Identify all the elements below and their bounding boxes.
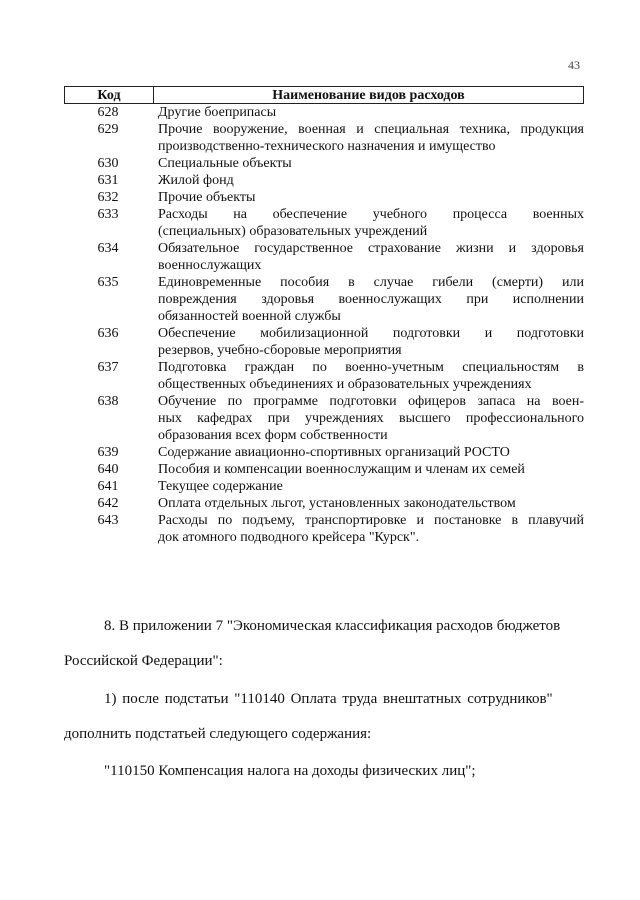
- subparagraph-1-continued: дополнить подстатьей следующего содержания:: [64, 726, 372, 742]
- row-name: [152, 495, 584, 512]
- row-name-line: резервов, учебно-сборовые мероприятия: [158, 343, 402, 358]
- row-name: [152, 274, 584, 325]
- row-name-line: образования всех форм собственности: [158, 428, 388, 443]
- row-name-line: Другие боеприпасы: [158, 105, 277, 120]
- row-code: 631: [97, 173, 119, 188]
- header-code: Код: [65, 87, 154, 103]
- table-row: [64, 512, 584, 546]
- row-name: [152, 189, 584, 206]
- page-number: 43: [568, 58, 580, 72]
- expense-table: [64, 86, 584, 546]
- row-code: 630: [97, 156, 119, 171]
- row-name-line: Подготовка граждан по военно-учетным специальностям в: [158, 360, 584, 375]
- row-name-line: общественных объединениях и образовательных учреждениях: [158, 377, 532, 392]
- row-name: [152, 172, 584, 189]
- row-name-line: док атомного подводного крейсера "Курск".: [158, 530, 420, 545]
- row-name-line: Жилой фонд: [158, 173, 234, 188]
- row-name-line: Прочие объекты: [158, 190, 256, 205]
- table-row: [64, 172, 584, 189]
- row-code: 628: [97, 105, 119, 120]
- row-code: 641: [97, 479, 119, 494]
- table-row: [64, 495, 584, 512]
- row-name: [152, 512, 584, 546]
- row-name-line: Оплата отдельных льгот, установленных законодательством: [158, 496, 516, 511]
- row-name-line: Содержание авиационно-спортивных организаций РОСТО: [158, 445, 510, 460]
- row-code: 640: [97, 462, 119, 477]
- row-code: 636: [97, 326, 119, 341]
- row-name-line: обязанностей военной службы: [158, 309, 341, 324]
- row-name: [152, 359, 584, 393]
- table-row: [64, 359, 584, 393]
- row-code: 629: [97, 122, 119, 137]
- row-code: 643: [97, 513, 119, 528]
- table-row: [64, 444, 584, 461]
- row-code: 638: [97, 394, 119, 409]
- paragraph-8: 8. В приложении 7 "Экономическая классификация расходов бюджетов: [104, 618, 561, 634]
- row-code: 635: [97, 275, 119, 290]
- table-header: [64, 86, 584, 104]
- row-name: [152, 325, 584, 359]
- table-row: [64, 274, 584, 325]
- row-name-line: Обучение по программе подготовки офицеров запаса на воен-: [158, 394, 584, 409]
- row-code: 634: [97, 241, 119, 256]
- row-name: [152, 393, 584, 444]
- table-body: [64, 104, 584, 546]
- row-name-line: Расходы по подъему, транспортировке и постановке в плавучий: [158, 513, 584, 528]
- row-name-line: Обязательное государственное страхование жизни и здоровья: [158, 241, 584, 256]
- row-name: [152, 478, 584, 495]
- row-name-line: повреждения здоровья военнослужащих при исполнении: [158, 292, 584, 307]
- row-code: 632: [97, 190, 119, 205]
- row-name: [152, 155, 584, 172]
- table-row: [64, 104, 584, 121]
- row-name: [152, 121, 584, 155]
- row-code: 633: [97, 207, 119, 222]
- row-name: [152, 461, 584, 478]
- row-name: [152, 104, 584, 121]
- new-subarticle: "110150 Компенсация налога на доходы физических лиц";: [104, 763, 476, 779]
- header-name: Наименование видов расходов: [272, 87, 465, 103]
- table-row: [64, 206, 584, 240]
- row-name-line: ных кафедрах при учреждениях высшего профессионального: [158, 411, 584, 426]
- table-row: [64, 121, 584, 155]
- row-code: 637: [97, 360, 119, 375]
- table-row: [64, 325, 584, 359]
- table-row: [64, 478, 584, 495]
- row-name: [152, 240, 584, 274]
- row-name-line: Специальные объекты: [158, 156, 292, 171]
- row-name-line: Текущее содержание: [158, 479, 283, 494]
- row-name-line: Прочие вооружение, военная и специальная техника, продукция: [158, 122, 584, 137]
- row-code: 642: [97, 496, 119, 511]
- row-name-line: (специальных) образовательных учреждений: [158, 224, 428, 239]
- row-name-line: Обеспечение мобилизационной подготовки и подготовки: [158, 326, 584, 341]
- table-row: [64, 189, 584, 206]
- row-name: [152, 206, 584, 240]
- table-row: [64, 240, 584, 274]
- row-name: [152, 444, 584, 461]
- table-row: [64, 393, 584, 444]
- row-name-line: Единовременные пособия в случае гибели (смерти) или: [158, 275, 584, 290]
- table-row: [64, 155, 584, 172]
- subparagraph-1: 1) после подстатьи "110140 Оплата труда внештатных сотрудников": [104, 691, 553, 707]
- paragraph-8-continued: Российской Федерации":: [64, 653, 223, 669]
- row-name-line: производственно-технического назначения и имущество: [158, 139, 496, 154]
- row-name-line: Расходы на обеспечение учебного процесса военных: [158, 207, 584, 222]
- table-row: [64, 461, 584, 478]
- row-code: 639: [97, 445, 119, 460]
- row-name-line: военнослужащих: [158, 258, 262, 273]
- row-name-line: Пособия и компенсации военнослужащим и членам их семей: [158, 462, 525, 477]
